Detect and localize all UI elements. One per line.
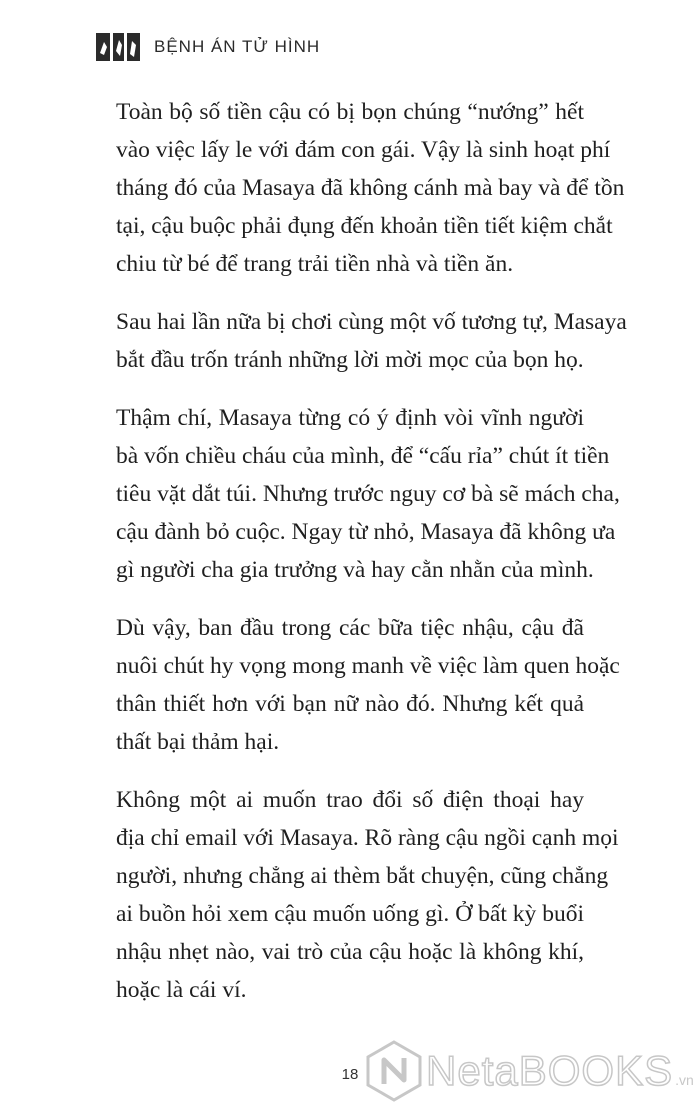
book-title: BỆNH ÁN TỬ HÌNH (154, 37, 321, 56)
text-line: gì người cha gia trưởng và hay cằn nhằn của mình. (116, 557, 594, 583)
text-line: Thậm chí, Masaya từng có ý định vòi vĩnh người (116, 405, 584, 431)
paragraph-1 (116, 93, 625, 283)
text-line: địa chỉ email với Masaya. Rõ ràng cậu ngồi cạnh mọi (116, 825, 619, 851)
netabooks-logo-icon (366, 1040, 422, 1102)
text-line: vào việc lấy le với đám con gái. Vậy là sinh hoạt phí (116, 137, 611, 163)
text-line: Không một ai muốn trao đổi số điện thoại hay (116, 787, 584, 813)
page-number: 18 (341, 1066, 359, 1083)
text-line: người, nhưng chẳng ai thèm bắt chuyện, cũng chẳng (116, 863, 609, 889)
text-line: tháng đó của Masaya đã không cánh mà bay và để tồn (116, 175, 625, 201)
page-body (116, 93, 627, 1029)
watermark-tld: .vn (675, 1072, 694, 1088)
book-series-logo-icon (96, 33, 140, 61)
text-line: Toàn bộ số tiền cậu có bị bọn chúng “nướng” hết (116, 99, 584, 125)
running-header (96, 30, 320, 64)
netabooks-watermark (366, 1040, 694, 1102)
paragraph-4 (116, 609, 620, 761)
paragraph-3 (116, 399, 620, 589)
text-line: tiêu vặt dắt túi. Nhưng trước nguy cơ bà sẽ mách cha, (116, 481, 620, 507)
text-line: cậu đành bỏ cuộc. Ngay từ nhỏ, Masaya đã không ưa (116, 519, 616, 545)
text-line: tại, cậu buộc phải đụng đến khoản tiền tiết kiệm chắt (116, 213, 613, 239)
text-line: chiu từ bé để trang trải tiền nhà và tiền ăn. (116, 251, 514, 277)
paragraph-2 (116, 303, 627, 379)
watermark-brand: NetaBOOKS (426, 1047, 674, 1094)
text-line: nuôi chút hy vọng mong manh về việc làm quen hoặc (116, 653, 620, 679)
text-line: Dù vậy, ban đầu trong các bữa tiệc nhậu, cậu đã (116, 615, 584, 641)
text-line: bà vốn chiều cháu của mình, để “cấu rỉa” chút ít tiền (116, 443, 610, 469)
paragraph-5 (116, 781, 619, 1009)
text-line: nhậu nhẹt nào, vai trò của cậu hoặc là không khí, (116, 939, 584, 965)
text-line: hoặc là cái ví. (116, 977, 247, 1003)
text-line: thân thiết hơn với bạn nữ nào đó. Nhưng kết quả (116, 691, 584, 717)
text-line: Sau hai lần nữa bị chơi cùng một vố tương tự, Masaya (116, 309, 627, 335)
text-line: thất bại thảm hại. (116, 729, 280, 755)
text-line: bắt đầu trốn tránh những lời mời mọc của bọn họ. (116, 347, 584, 373)
text-line: ai buồn hỏi xem cậu muốn uống gì. Ở bất kỳ buổi (116, 901, 584, 927)
